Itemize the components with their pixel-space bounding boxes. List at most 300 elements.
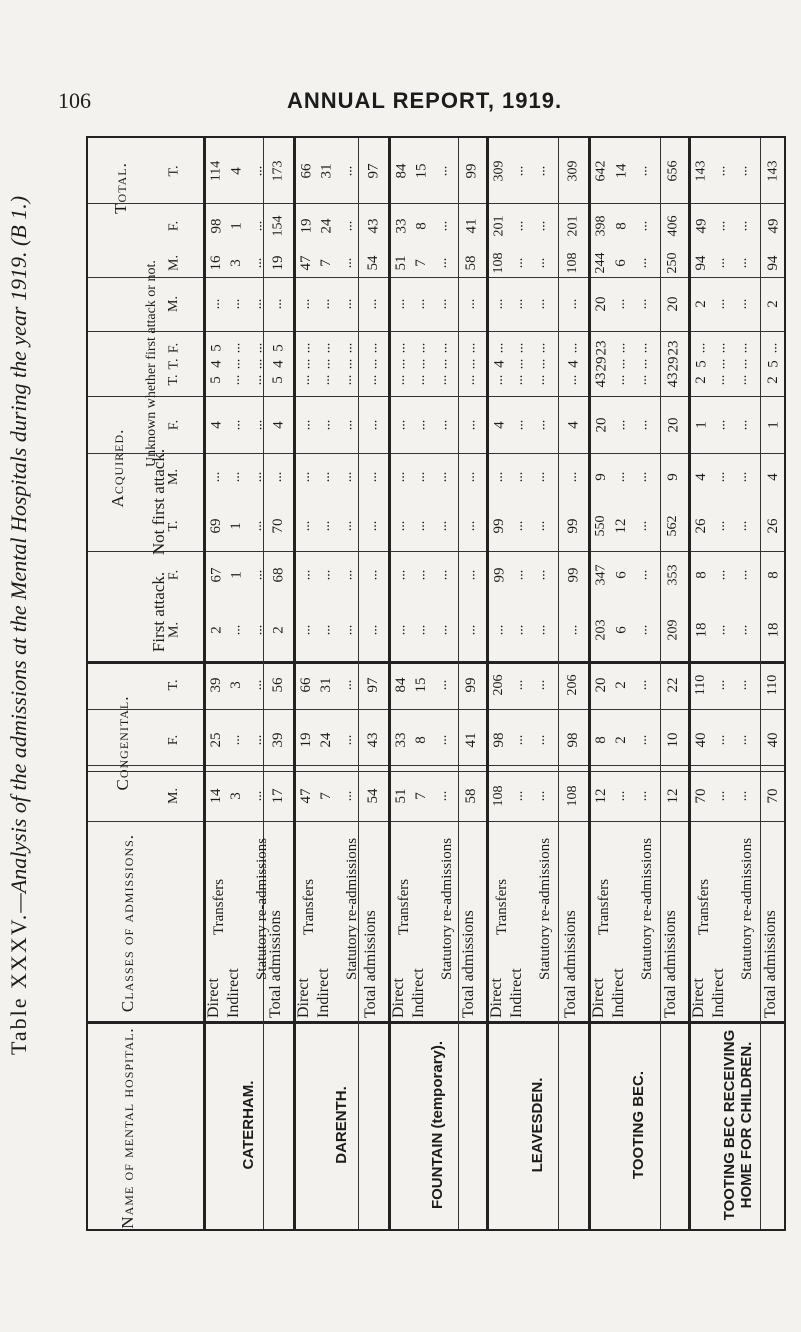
table-cell: ... [435, 520, 450, 532]
table-cell: ... [713, 419, 728, 430]
table-cell: 12 [665, 788, 681, 804]
table-cell: ... [533, 298, 548, 310]
table-cell: ... [340, 569, 355, 580]
table-cell: ... [298, 298, 313, 310]
class-statutory: Statutory re-admissions [254, 837, 270, 980]
col-head-f: F. [166, 569, 181, 580]
table-cell: ... [413, 471, 428, 483]
table-cell: ... [318, 471, 333, 483]
table-cell: ... [250, 165, 265, 176]
table-cell: 1 [228, 522, 244, 530]
table-cell: ... [250, 624, 265, 635]
table-cell: ... [613, 790, 628, 802]
table-cell: ... [735, 220, 750, 231]
table-cell: ... [250, 790, 265, 802]
table-cell: 3 [228, 258, 244, 267]
table-cell: 15 [413, 163, 429, 178]
table-cell: ... [340, 257, 355, 268]
table-cell: ... [713, 734, 728, 746]
class-indirect: Indirect [225, 968, 242, 1018]
table-cell: 5 [270, 376, 286, 384]
table-cell: ... [250, 358, 265, 369]
table-cell: 99 [565, 567, 581, 582]
table-cell: ... [393, 358, 408, 369]
table-cell: 22 [665, 677, 681, 693]
table-cell: ... [491, 374, 506, 386]
table-cell: ... [713, 471, 728, 483]
table-cell: ... [635, 790, 650, 802]
table-cell: 309 [565, 160, 580, 181]
col-head-m: M. [166, 469, 181, 485]
table-cell: ... [463, 520, 478, 532]
table-cell: 108 [491, 785, 506, 807]
col-head-t: T. [166, 165, 181, 177]
table-cell: 31 [318, 163, 334, 178]
table-cell: 26 [765, 518, 781, 534]
table-cell: 19 [298, 732, 314, 748]
table-cell: ... [435, 679, 450, 691]
table-cell: ... [413, 342, 428, 353]
table-cell: ... [565, 471, 580, 483]
vrule-6 [688, 138, 691, 1229]
table-cell: ... [208, 471, 223, 483]
class-total: Total admissions [562, 910, 579, 1018]
table-cell: ... [340, 165, 355, 176]
table-cell: 99 [491, 567, 507, 582]
table-cell: ... [250, 471, 265, 483]
table-cell: ... [533, 624, 548, 635]
table-cell: ... [713, 624, 728, 635]
table-cell: 642 [593, 160, 608, 181]
class-direct: Direct [590, 978, 607, 1018]
table-cell: 23 [665, 340, 681, 355]
table-cell: ... [511, 520, 526, 532]
col-head-f: F. [166, 419, 181, 430]
table-cell: ... [463, 342, 478, 353]
table-cell: ... [713, 165, 728, 176]
class-indirect: Indirect [610, 968, 627, 1018]
class-statutory: Statutory re-admissions [739, 837, 755, 980]
table-cell: 5 [208, 376, 224, 384]
table-cell: 203 [593, 619, 608, 640]
table-cell: ... [435, 419, 450, 430]
table-cell: ... [413, 298, 428, 310]
table-cell: 244 [593, 252, 608, 273]
table-cell: 39 [270, 732, 286, 748]
table-cell: ... [713, 679, 728, 691]
table-cell: 562 [665, 515, 680, 537]
table-cell: 4 [765, 473, 781, 481]
vrule-5 [588, 138, 591, 1229]
table-cell: 58 [463, 255, 479, 270]
table-cell: 41 [463, 218, 479, 233]
table-cell: ... [365, 520, 380, 532]
table-cell: 309 [491, 160, 506, 181]
table-cell: ... [511, 374, 526, 386]
table-cell: ... [735, 419, 750, 430]
table-cell: 3 [228, 681, 244, 689]
not-first-heading: Not first attack. [149, 448, 168, 556]
table-cell: ... [393, 374, 408, 386]
class-total: Total admissions [267, 910, 284, 1018]
table-cell: 70 [693, 788, 709, 804]
col-head-t: T. [166, 374, 181, 386]
table-cell: 99 [491, 518, 507, 534]
class-total: Total admissions [662, 910, 679, 1018]
table-cell: 7 [413, 258, 429, 267]
table-cell: 20 [593, 296, 609, 312]
table-cell: ... [635, 624, 650, 635]
table-cell: ... [713, 358, 728, 369]
table-cell: 1 [765, 420, 781, 429]
table-cell: ... [340, 790, 355, 802]
class-transfers: Transfers [301, 878, 317, 935]
table-cell: 4 [228, 166, 244, 175]
hospital-name: TOOTING BEC RECEIVING HOME FOR CHILDREN. [721, 1029, 755, 1221]
table-cell: ... [250, 734, 265, 746]
table-cell: ... [635, 520, 650, 532]
hospital-name: DARENTH. [332, 1086, 349, 1164]
table-cell: 29 [593, 356, 609, 371]
class-statutory: Statutory re-admissions [439, 837, 455, 980]
table-cell: ... [511, 298, 526, 310]
class-indirect: Indirect [315, 968, 332, 1018]
table-cell: ... [511, 257, 526, 268]
table-cell: 99 [463, 677, 479, 693]
table-cell: ... [365, 358, 380, 369]
table-cell: ... [463, 374, 478, 386]
table-cell: ... [635, 374, 650, 386]
table-cell: 98 [208, 218, 224, 233]
table-cell: ... [511, 569, 526, 580]
table-cell: ... [533, 220, 548, 231]
table-cell: 43 [593, 372, 609, 388]
table-cell: 43 [665, 372, 681, 388]
table-cell: 2 [613, 681, 629, 689]
table-cell: ... [735, 471, 750, 483]
table-cell: 5 [208, 343, 224, 352]
table-cell: ... [393, 298, 408, 310]
table-cell: 40 [765, 732, 781, 748]
table-cell: 20 [593, 677, 609, 693]
table-cell: 31 [318, 677, 334, 693]
table-cell: ... [250, 374, 265, 386]
table-cell: ... [635, 679, 650, 691]
table-cell: ... [533, 734, 548, 746]
table-cell: 6 [613, 258, 629, 267]
table-cell: ... [340, 342, 355, 353]
table-cell: 143 [693, 160, 708, 181]
table-cell: ... [765, 342, 780, 353]
table-cell: ... [393, 520, 408, 532]
class-direct: Direct [205, 978, 222, 1018]
table-cell: ... [511, 220, 526, 231]
table-cell: ... [565, 624, 580, 635]
table-cell: ... [533, 520, 548, 532]
vrule-3 [388, 138, 391, 1229]
table-cell: 2 [765, 376, 781, 384]
table-cell: ... [393, 471, 408, 483]
table-cell: 98 [565, 732, 581, 748]
table-cell: 5 [270, 343, 286, 352]
table-cell: 20 [665, 417, 681, 432]
class-transfers: Transfers [494, 878, 510, 935]
table-cell: ... [533, 790, 548, 802]
table-cell: ... [511, 419, 526, 430]
table-cell: ... [250, 220, 265, 231]
table-cell: ... [250, 257, 265, 268]
table-cell: 12 [593, 788, 609, 804]
table-cell: 84 [393, 163, 409, 178]
table-cell: ... [318, 419, 333, 430]
vrule-2 [293, 138, 296, 1229]
col-head-t: T. [166, 358, 181, 370]
table-cell: 66 [298, 163, 314, 178]
table-cell: ... [365, 471, 380, 483]
table-cell: 108 [565, 252, 580, 273]
table-cell: ... [491, 342, 506, 353]
congenital-heading: Congenital. [113, 695, 132, 791]
table-cell: ... [635, 419, 650, 430]
table-cell: ... [533, 165, 548, 176]
table-cell: ... [713, 569, 728, 580]
table-cell: ... [533, 342, 548, 353]
table-cell: ... [340, 624, 355, 635]
table-cell: 1 [693, 420, 709, 429]
table-cell: 97 [365, 677, 381, 693]
table-cell: ... [340, 298, 355, 310]
table-cell: ... [435, 734, 450, 746]
table-cell: 8 [413, 221, 429, 230]
table-cell: ... [533, 679, 548, 691]
table-cell: 347 [593, 564, 608, 585]
table-cell: 9 [593, 473, 609, 481]
table-cell: 656 [665, 160, 680, 181]
table-cell: ... [735, 298, 750, 310]
table-cell: 7 [318, 258, 334, 267]
table-cell: 99 [463, 163, 479, 178]
table-cell: ... [365, 419, 380, 430]
table-cell: ... [228, 298, 243, 310]
table-cell: 4 [491, 359, 507, 368]
table-cell: 2 [613, 736, 629, 744]
table-cell: ... [713, 520, 728, 532]
table-cell: 18 [693, 622, 709, 637]
table-cell: 14 [208, 788, 224, 804]
class-total: Total admissions [762, 910, 779, 1018]
table-cell: ... [270, 471, 285, 483]
table-cell: ... [393, 569, 408, 580]
col-head-m: M. [166, 788, 181, 804]
table-cell: ... [463, 298, 478, 310]
table-cell: 94 [765, 255, 781, 270]
table-cell: 47 [298, 788, 314, 804]
table-cell: ... [713, 257, 728, 268]
table-cell: ... [298, 419, 313, 430]
table-cell: ... [393, 419, 408, 430]
table-cell: 2 [765, 300, 781, 308]
class-indirect: Indirect [710, 968, 727, 1018]
table-cell: 7 [318, 792, 334, 800]
table-cell: ... [340, 220, 355, 231]
class-direct: Direct [295, 978, 312, 1018]
table-cell: ... [735, 790, 750, 802]
table-cell: 19 [298, 218, 314, 233]
table-cell: 398 [593, 215, 608, 236]
hospital-name: LEAVESDEN. [528, 1077, 546, 1173]
table-cell: 173 [270, 160, 285, 181]
table-cell: 143 [765, 160, 780, 181]
table-cell: 10 [665, 732, 681, 748]
table-cell: 2 [208, 625, 224, 634]
hospital-name: FOUNTAIN (temporary). [428, 1040, 446, 1210]
table-cell: 406 [665, 215, 680, 236]
table-cell: ... [340, 358, 355, 369]
table-cell: ... [511, 165, 526, 176]
class-transfers: Transfers [596, 878, 612, 935]
table-cell: ... [635, 257, 650, 268]
table-cell: 19 [270, 255, 286, 270]
table-cell: 206 [565, 674, 580, 696]
table-cell: ... [533, 257, 548, 268]
table-cell: ... [435, 790, 450, 802]
table-cell: 353 [665, 564, 680, 585]
class-statutory: Statutory re-admissions [537, 837, 553, 980]
table-cell: 20 [593, 417, 609, 432]
table-cell: ... [228, 374, 243, 386]
table-cell: ... [635, 734, 650, 746]
table-cell: ... [735, 374, 750, 386]
class-transfers: Transfers [696, 878, 712, 935]
table-cell: ... [565, 374, 580, 386]
table-cell: ... [713, 342, 728, 353]
table-cell: 4 [208, 420, 224, 429]
table-cell: ... [613, 342, 628, 353]
table-cell: ... [250, 298, 265, 310]
table-cell: 1 [228, 570, 244, 579]
table-cell: ... [298, 374, 313, 386]
table-cell: 33 [393, 732, 409, 748]
first-attack-heading: First attack. [149, 571, 168, 653]
table-cell: 8 [693, 570, 709, 579]
table-cell: 39 [208, 677, 224, 693]
table-cell: 4 [693, 473, 709, 481]
table-cell: ... [340, 419, 355, 430]
table-cell: ... [735, 569, 750, 580]
admissions-table [86, 136, 786, 1231]
table-caption [6, 55, 40, 1055]
page-number: 106 [58, 88, 91, 113]
table-cell: ... [635, 298, 650, 310]
table-cell: ... [511, 358, 526, 369]
table-cell: 154 [270, 215, 285, 236]
table-cell: 5 [765, 359, 781, 368]
table-cell: 68 [270, 567, 286, 582]
table-cell: ... [635, 471, 650, 483]
table-cell: ... [511, 790, 526, 802]
col-head-f: F. [166, 342, 181, 353]
class-direct: Direct [390, 978, 407, 1018]
table-cell: ... [463, 358, 478, 369]
table-cell: ... [735, 165, 750, 176]
class-direct: Direct [690, 978, 707, 1018]
col-head-m: M. [166, 621, 181, 638]
table-cell: 4 [270, 359, 286, 368]
table-cell: ... [413, 569, 428, 580]
table-cell: 56 [270, 677, 286, 693]
table-cell: ... [565, 298, 580, 310]
table-cell: 2 [693, 376, 709, 384]
table-cell: 108 [565, 785, 580, 807]
table-cell: ... [318, 569, 333, 580]
table-cell: ... [693, 342, 708, 353]
table-cell: 94 [693, 255, 709, 270]
table-cell: ... [228, 419, 243, 430]
table-cell: 58 [463, 788, 479, 804]
table-cell: 17 [270, 788, 286, 804]
table-cell: ... [435, 220, 450, 231]
table-cell: ... [735, 734, 750, 746]
table-cell: ... [635, 358, 650, 369]
table-cell: ... [250, 569, 265, 580]
col-head-f: F. [166, 734, 181, 746]
table-cell: ... [491, 471, 506, 483]
page-header: ANNUAL REPORT, 1919. [287, 88, 563, 113]
class-statutory: Statutory re-admissions [344, 837, 360, 980]
table-cell: 67 [208, 567, 224, 582]
table-cell: ... [533, 358, 548, 369]
table-cell: ... [250, 520, 265, 532]
table-cell: 43 [365, 218, 381, 233]
table-cell: ... [435, 624, 450, 635]
table-cell: 1 [228, 221, 244, 230]
table-cell: 70 [270, 518, 286, 534]
table-cell: ... [298, 520, 313, 532]
table-cell: 69 [208, 518, 224, 534]
table-cell: ... [463, 419, 478, 430]
table-cell: 201 [491, 215, 506, 236]
table-cell: 15 [413, 677, 429, 693]
table-cell: ... [635, 220, 650, 231]
class-indirect: Indirect [410, 968, 427, 1018]
table-cell: ... [635, 165, 650, 176]
table-cell: 4 [565, 359, 581, 368]
table-cell: 43 [365, 732, 381, 748]
table-cell: 2 [693, 300, 709, 308]
table-cell: ... [365, 624, 380, 635]
table-cell: 54 [365, 788, 381, 804]
table-cell: ... [735, 679, 750, 691]
col-head-m: M. [166, 296, 181, 312]
table-cell: ... [613, 374, 628, 386]
table-cell: ... [713, 220, 728, 231]
table-cell: ... [435, 569, 450, 580]
table-cell: 209 [665, 619, 680, 640]
table-cell: ... [228, 471, 243, 483]
table-cell: ... [491, 298, 506, 310]
table-cell: ... [365, 374, 380, 386]
table-cell: ... [298, 624, 313, 635]
table-cell: ... [298, 569, 313, 580]
table-cell: ... [393, 342, 408, 353]
table-cell: 40 [693, 732, 709, 748]
table-cell: ... [735, 358, 750, 369]
table-cell: 4 [208, 359, 224, 368]
total-heading: Total. [111, 162, 130, 214]
table-cell: 24 [318, 732, 334, 748]
table-cell: ... [228, 358, 243, 369]
table-cell: ... [533, 471, 548, 483]
